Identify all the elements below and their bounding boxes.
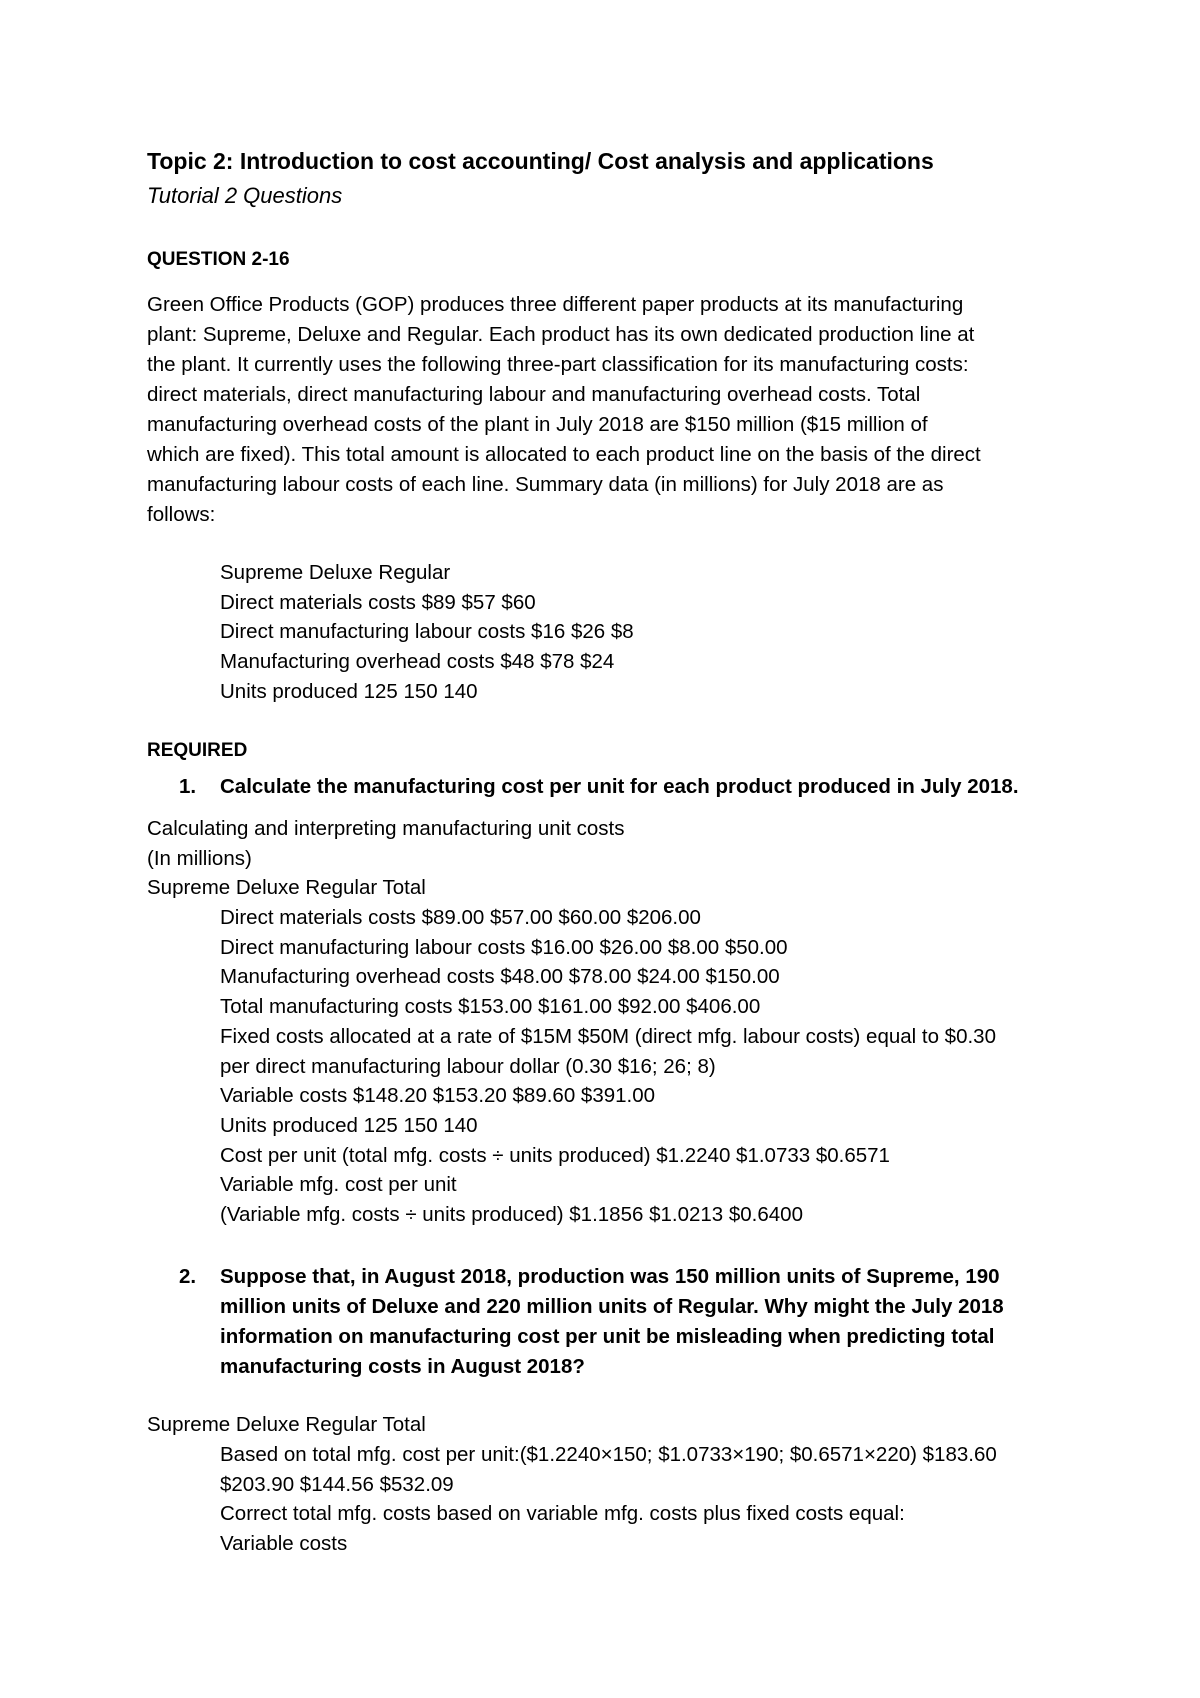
document-title: Topic 2: Introduction to cost accounting/ Cost analysis and applications [147, 148, 934, 174]
answer-line: Correct total mfg. costs based on variable mfg. costs plus fixed costs equal: [220, 1502, 905, 1526]
item-text-line: Suppose that, in August 2018, production was 150 million units of Supreme, 190 [220, 1265, 1000, 1288]
answer-line: Direct materials costs $89.00 $57.00 $60.00 $206.00 [220, 906, 701, 929]
answer-line: (Variable mfg. costs ÷ units produced) $1.1856 $1.0213 $0.6400 [220, 1203, 803, 1227]
answer-line: Fixed costs allocated at a rate of $15M $50M (direct mfg. labour costs) equal to $0.30 [220, 1024, 996, 1048]
paragraph-line: plant: Supreme, Deluxe and Regular. Each product has its own dedicated production line at [147, 323, 975, 346]
question-paragraph [147, 290, 1087, 530]
summary-line: Supreme Deluxe Regular [220, 561, 451, 584]
answer-line: Direct manufacturing labour costs $16.00 $26.00 $8.00 $50.00 [220, 935, 788, 959]
document-subtitle: Tutorial 2 Questions [147, 183, 343, 208]
answer1-calculations [220, 903, 996, 1230]
answer-line: Based on total mfg. cost per unit:($1.2240×150; $1.0733×190; $0.6571×220) $183.60 [220, 1443, 997, 1466]
item-text: Calculate the manufacturing cost per unit for each product produced in July 2018. [220, 775, 1019, 798]
answer-line: Variable costs [220, 1532, 348, 1556]
answer-line: Variable costs $148.20 $153.20 $89.60 $391.00 [220, 1084, 656, 1108]
answer-line: Total manufacturing costs $153.00 $161.00 $92.00 $406.00 [220, 995, 761, 1019]
summary-line: Direct materials costs $89 $57 $60 [220, 590, 536, 614]
answer-line: $203.90 $144.56 $532.09 [220, 1472, 454, 1496]
required-heading: REQUIRED [147, 740, 248, 761]
document-page [147, 0, 1087, 1698]
answer-line: Units produced 125 150 140 [220, 1113, 478, 1137]
item-text-line: million units of Deluxe and 220 million units of Regular. Why might the July 2018 [220, 1295, 1004, 1318]
item-text-line: manufacturing costs in August 2018? [220, 1355, 585, 1378]
summary-line: Units produced 125 150 140 [220, 679, 478, 703]
answer-line: Variable mfg. cost per unit [220, 1173, 457, 1197]
answer-header-line: (In millions) [147, 846, 252, 870]
item-text-line: information on manufacturing cost per unit be misleading when predicting total [220, 1325, 995, 1348]
paragraph-line: Green Office Products (GOP) produces three different paper products at its manufacturing [147, 293, 964, 316]
required-item-2 [147, 1262, 1087, 1382]
answer-header-line: Supreme Deluxe Regular Total [147, 1413, 426, 1436]
answer2-calculations [220, 1440, 997, 1559]
answer1-header [147, 814, 624, 903]
item-number: 1. [179, 775, 197, 798]
summary-line: Manufacturing overhead costs $48 $78 $24 [220, 650, 615, 674]
paragraph-line: which are fixed). This total amount is allocated to each product line on the basis of the direct [147, 443, 981, 466]
answer-line: Manufacturing overhead costs $48.00 $78.00 $24.00 $150.00 [220, 965, 780, 989]
paragraph-line: manufacturing labour costs of each line. Summary data (in millions) for July 2018 are as [147, 473, 944, 496]
required-item-1 [147, 772, 1087, 802]
question-heading: QUESTION 2-16 [147, 249, 290, 270]
answer2-header [147, 1410, 426, 1440]
answer-header-line: Calculating and interpreting manufacturing unit costs [147, 817, 625, 840]
paragraph-line: follows: [147, 503, 216, 526]
answer-header-line: Supreme Deluxe Regular Total [147, 876, 426, 900]
summary-line: Direct manufacturing labour costs $16 $26 $8 [220, 620, 634, 644]
paragraph-line: manufacturing overhead costs of the plant in July 2018 are $150 million ($15 million of [147, 413, 928, 436]
item-number: 2. [179, 1265, 197, 1288]
answer-line: per direct manufacturing labour dollar (0.30 $16; 26; 8) [220, 1054, 716, 1078]
summary-data [220, 558, 634, 707]
paragraph-line: direct materials, direct manufacturing labour and manufacturing overhead costs. Total [147, 383, 921, 406]
answer-line: Cost per unit (total mfg. costs ÷ units produced) $1.2240 $1.0733 $0.6571 [220, 1143, 890, 1167]
paragraph-line: the plant. It currently uses the following three-part classification for its manufacturing costs: [147, 353, 969, 376]
